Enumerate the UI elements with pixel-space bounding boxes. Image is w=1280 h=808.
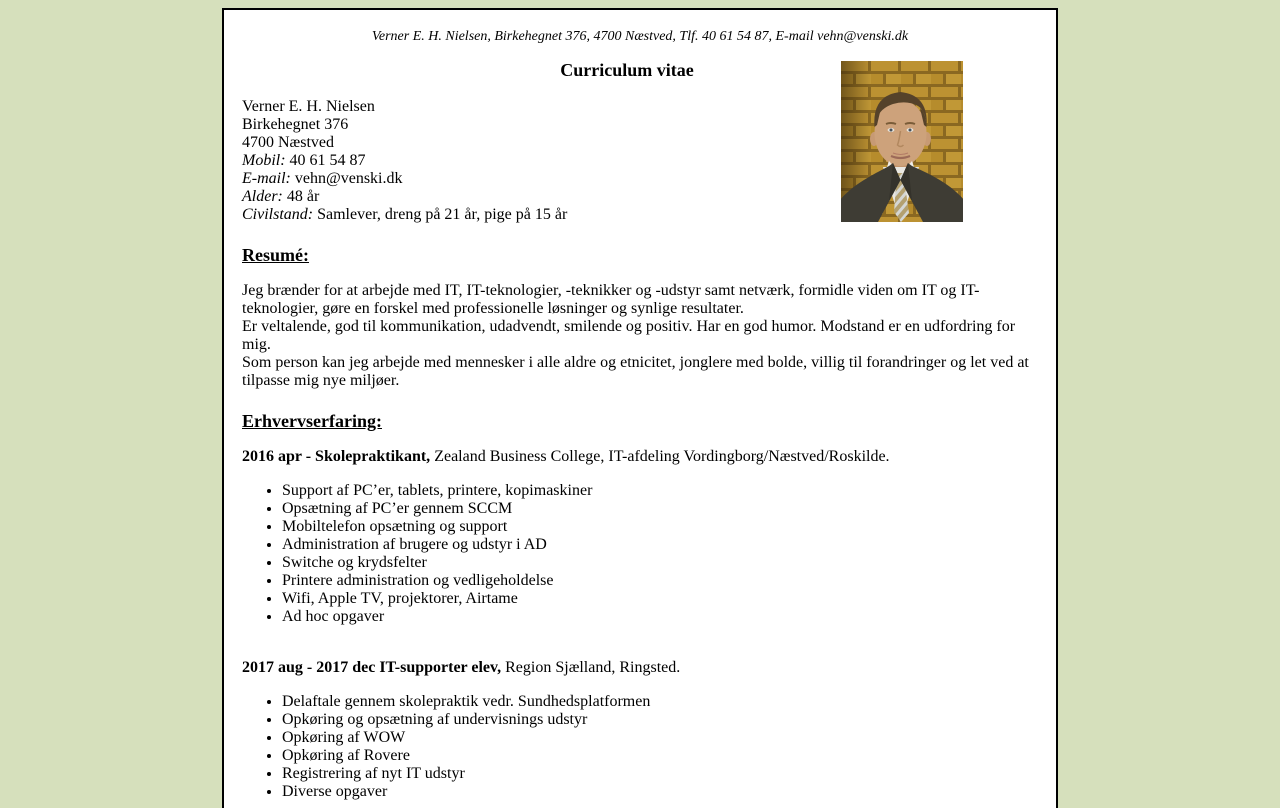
job-task-item: • Ad hoc opgaver: [282, 608, 1038, 626]
job-task-item: • Administration af brugere og udstyr i AD: [282, 536, 1038, 554]
job-task-item: • Diverse opgaver: [282, 783, 1038, 801]
experience-heading: Erhvervserfaring:: [242, 411, 382, 431]
resume-line: Som person kan jeg arbejde med mennesker i alle aldre og etnicitet, jonglere med bolde, villig til forandringer og let ved at tilpasse mig nye miljøer.: [242, 354, 1029, 389]
job-period: 2016 apr - Skolepraktikant,: [242, 448, 431, 465]
job-task-list: [242, 482, 1038, 626]
age-label: Alder:: [242, 188, 283, 205]
experience-jobs: [242, 448, 1038, 801]
resume-line: Er veltalende, god til kommunikation, udadvendt, smilende og positiv. Har en god humor. Modstand er en udfordring for mig.: [242, 318, 1016, 353]
job-section: [242, 448, 1038, 626]
civil-status-value: Samlever, dreng på 21 år, pige på 15 år: [317, 206, 568, 223]
job-period: 2017 aug - 2017 dec IT-supporter elev,: [242, 659, 502, 676]
job-task-item: • Opkøring af WOW: [282, 729, 1038, 747]
job-title: [242, 448, 1038, 466]
job-task-item: • Wifi, Apple TV, projektorer, Airtame: [282, 590, 1038, 608]
resume-heading: Resumé:: [242, 245, 309, 265]
job-task-list: [242, 693, 1038, 801]
header-contact-line: Verner E. H. Nielsen, Birkehegnet 376, 4700 Næstved, Tlf. 40 61 54 87, E-mail vehn@venski.dk: [371, 29, 909, 44]
job-task-item: • Printere administration og vedligeholdelse: [282, 572, 1038, 590]
cv-page: [222, 8, 1058, 808]
email-label: E-mail:: [242, 170, 291, 187]
personal-city: 4700 Næstved: [242, 134, 334, 151]
personal-address: Birkehegnet 376: [242, 116, 349, 133]
job-task-item: • Opsætning af PC’er gennem SCCM: [282, 500, 1038, 518]
job-task-item: • Support af PC’er, tablets, printere, kopimaskiner: [282, 482, 1038, 500]
email-value: vehn@venski.dk: [294, 170, 403, 187]
resume-line: Jeg brænder for at arbejde med IT, IT-teknologier, -teknikker og -udstyr samt netværk, formidle viden om IT og IT-teknologier, gøre en forskel med professionelle løsninger og synlige resultater.: [242, 282, 980, 317]
job-task-item: • Opkøring og opsætning af undervisnings udstyr: [282, 711, 1038, 729]
portrait-photo: [841, 61, 963, 222]
job-task-item: • Mobiltelefon opsætning og support: [282, 518, 1038, 536]
job-organization: Region Sjælland, Ringsted.: [501, 659, 681, 676]
resume-text: [242, 282, 1038, 390]
page-title: Curriculum vitae: [560, 60, 694, 80]
job-task-item: • Opkøring af Rovere: [282, 747, 1038, 765]
job-task-item: • Registrering af nyt IT udstyr: [282, 765, 1038, 783]
civil-status-label: Civilstand:: [242, 206, 314, 223]
age-value: 48 år: [286, 188, 320, 205]
mobile-value: 40 61 54 87: [289, 152, 366, 169]
job-organization: Zealand Business College, IT-afdeling Vordingborg/Næstved/Roskilde.: [430, 448, 890, 465]
job-section: [242, 659, 1038, 801]
job-title: [242, 659, 1038, 677]
personal-name: Verner E. H. Nielsen: [242, 98, 375, 115]
mobile-label: Mobil:: [242, 152, 286, 169]
portrait-photo-graphic: [841, 61, 963, 222]
job-task-item: • Delaftale gennem skolepraktik vedr. Sundhedsplatformen: [282, 693, 1038, 711]
job-task-item: • Switche og krydsfelter: [282, 554, 1038, 572]
